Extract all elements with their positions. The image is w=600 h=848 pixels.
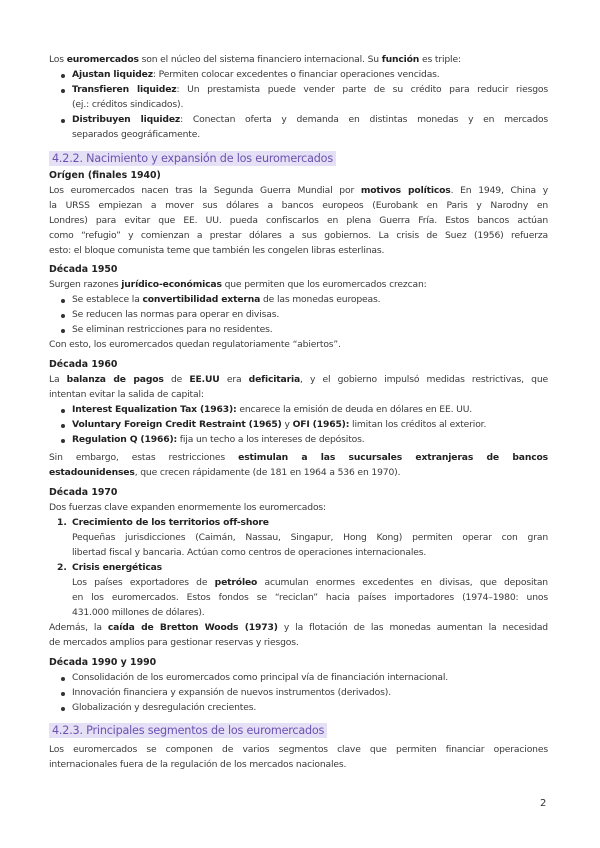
list-item-ajustan: Ajustan liquidez: Permiten colocar excedentes o financiar operaciones vencidas. bbox=[72, 69, 440, 80]
page-number: 2 bbox=[540, 798, 547, 809]
bullet-icon bbox=[61, 314, 65, 318]
intro-paragraph: Los euromercados son el núcleo del sistema financiero internacional. Su función es triple: bbox=[49, 54, 461, 65]
bullet-icon bbox=[61, 74, 65, 78]
d1970-item-2-title: Crisis energéticas bbox=[72, 562, 163, 573]
d1960-sin-embargo-2: estadounidenses, que crecen rápidamente (de 181 en 1964 a 536 en 1970). bbox=[49, 467, 401, 478]
origen-line-3: Londres) para evitar que EE. UU. pueda confiscarlos en plena Guerra Fría. Estos bancos actúan bbox=[49, 215, 548, 226]
bullet-icon bbox=[61, 329, 65, 333]
origen-line-2: la URSS empiezan a mover sus dólares a bancos europeos (Eurobank en Paris y Narodny en bbox=[49, 200, 548, 211]
d1970-item-2-line-1: Los países exportadores de petróleo acumulan enormes excedentes en divisas, que depositan bbox=[72, 577, 548, 588]
list-number: 2. bbox=[57, 562, 67, 573]
d1950-intro: Surgen razones jurídico-económicas que permiten que los euromercados crezcan: bbox=[49, 279, 427, 290]
d1960-line-1: La balanza de pagos de EE.UU era deficitaria, y el gobierno impulsó medidas restrictivas, que bbox=[49, 374, 548, 385]
d1990-item-1: Consolidación de los euromercados como principal vía de financiación internacional. bbox=[72, 672, 449, 683]
d1960-item-1: Interest Equalization Tax (1963): encarece la emisión de deuda en dólares en EE. UU. bbox=[72, 404, 473, 415]
d1970-ademas-2: de mercados amplios para gestionar reservas y riesgos. bbox=[49, 637, 299, 648]
bullet-icon bbox=[61, 677, 65, 681]
d1970-item-1-title: Crecimiento de los territorios off-shore bbox=[72, 517, 269, 528]
d1960-item-2: Voluntary Foreign Credit Restraint (1965) y OFI (1965): limitan los créditos al exterior. bbox=[72, 419, 487, 430]
bullet-icon bbox=[61, 692, 65, 696]
d1990-item-2: Innovación financiera y expansión de nuevos instrumentos (derivados). bbox=[72, 687, 391, 698]
list-item-distribuyen: Distribuyen liquidez: Conectan oferta y demanda en distintas monedas y en mercados bbox=[72, 114, 548, 125]
d1970-item-2-line-2: en los euromercados. Estos fondos se “reciclan” hacia países importadores (1974–1980: unos bbox=[72, 592, 548, 603]
d1960-sin-embargo-1: Sin embargo, estas restricciones estimulan a las sucursales extranjeras de bancos bbox=[49, 452, 548, 463]
list-item-transfieren: Transfieren liquidez: Un prestamista puede vender parte de su crédito para reducir riesgos bbox=[72, 84, 548, 95]
subheading-1970: Década 1970 bbox=[49, 487, 118, 498]
d1950-item-2: Se reducen las normas para operar en divisas. bbox=[72, 309, 280, 320]
list-item-transfieren-cont: (ej.: créditos sindicados). bbox=[72, 99, 184, 110]
d1950-item-3: Se eliminan restricciones para no residentes. bbox=[72, 324, 273, 335]
d1950-after: Con esto, los euromercados quedan regulatoriamente “abiertos”. bbox=[49, 339, 341, 350]
bullet-icon bbox=[61, 424, 65, 428]
list-number: 1. bbox=[57, 517, 67, 528]
bullet-icon bbox=[61, 299, 65, 303]
bullet-icon bbox=[61, 89, 65, 93]
d1960-line-2: intentan evitar la salida de capital: bbox=[49, 389, 204, 400]
bullet-icon bbox=[61, 439, 65, 443]
section-heading-4-2-2: 4.2.2. Nacimiento y expansión de los euromercados bbox=[49, 151, 336, 166]
bullet-icon bbox=[61, 119, 65, 123]
subheading-origen: Orígen (finales 1940) bbox=[49, 170, 161, 181]
d1970-item-2-line-3: 431.000 millones de dólares). bbox=[72, 607, 205, 618]
d1970-intro: Dos fuerzas clave expanden enormemente los euromercados: bbox=[49, 502, 326, 513]
d1950-item-1: Se establece la convertibilidad externa de las monedas europeas. bbox=[72, 294, 381, 305]
subheading-1950: Década 1950 bbox=[49, 264, 118, 275]
d1970-item-1-line-2: libertad fiscal y bancaria. Actúan como centros de operaciones internacionales. bbox=[72, 547, 427, 558]
section-423-line-1: Los euromercados se componen de varios segmentos clave que permiten financiar operaciones bbox=[49, 744, 548, 755]
bullet-icon bbox=[61, 707, 65, 711]
list-item-distribuyen-cont: separados geográficamente. bbox=[72, 129, 200, 140]
d1960-item-3: Regulation Q (1966): fija un techo a los intereses de depósitos. bbox=[72, 434, 365, 445]
bullet-icon bbox=[61, 409, 65, 413]
d1990-item-3: Globalización y desregulación crecientes. bbox=[72, 702, 257, 713]
origen-line-4: como “refugio” y comienzan a prestar dólares a sus gobiernos. La crisis de Suez (1956) refuerza bbox=[49, 230, 548, 241]
subheading-1990: Década 1990 y 1990 bbox=[49, 657, 157, 668]
section-423-line-2: internacionales fuera de la regulación de los mercados nacionales. bbox=[49, 759, 347, 770]
origen-line-1: Los euromercados nacen tras la Segunda Guerra Mundial por motivos políticos. En 1949, China y bbox=[49, 185, 549, 196]
d1970-item-1-line-1: Pequeñas jurisdicciones (Caimán, Nassau, Singapur, Hong Kong) permiten operar con gran bbox=[72, 532, 548, 543]
d1970-ademas-1: Además, la caída de Bretton Woods (1973) y la flotación de las monedas aumentan la necesidad bbox=[49, 622, 548, 633]
section-heading-4-2-3: 4.2.3. Principales segmentos de los euromercados bbox=[49, 723, 327, 738]
subheading-1960: Década 1960 bbox=[49, 359, 118, 370]
origen-line-5: esto: el bloque comunista teme que también les congelen libras esterlinas. bbox=[49, 245, 385, 256]
